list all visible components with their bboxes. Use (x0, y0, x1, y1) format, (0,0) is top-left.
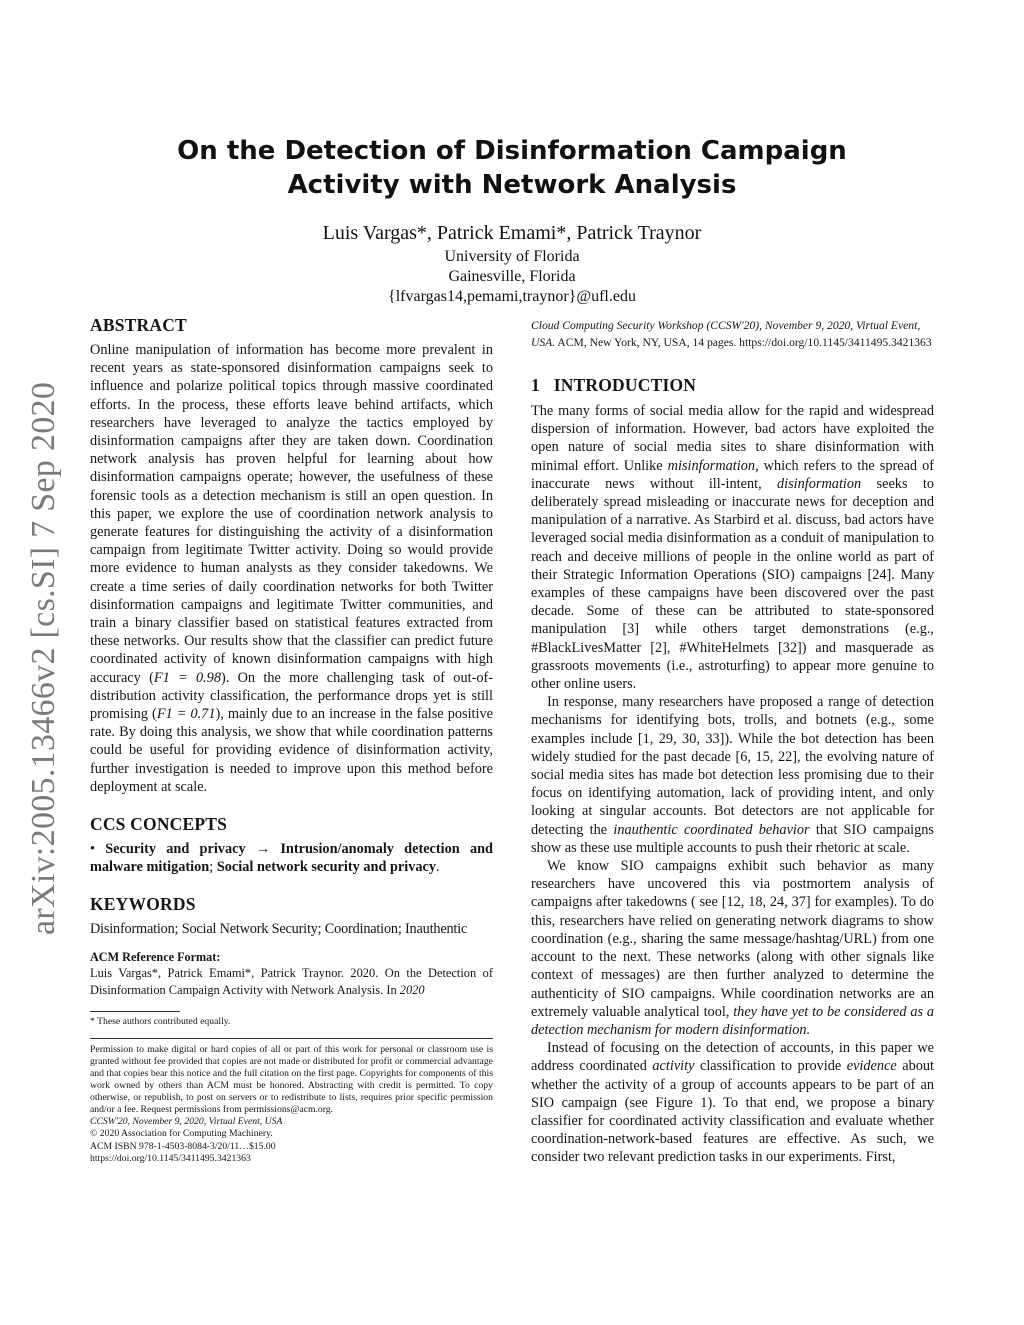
introduction-heading (531, 373, 934, 397)
f1-score-b: F1 = 0.71 (156, 706, 216, 723)
permission-doi: https://doi.org/10.1145/3411495.3421363 (90, 1152, 251, 1164)
title-line-1: On the Detection of Disinformation Campaign (177, 136, 847, 166)
permission-block (90, 1044, 493, 1165)
right-column (531, 313, 934, 1167)
keywords-text: Disinformation; Social Network Security; Coordination; Inauthentic (90, 921, 468, 938)
f1-score-a: F1 = 0.98 (153, 669, 221, 686)
intro-paragraph-3: We know SIO campaigns exhibit such behavior as many researchers have uncovered this via postmortem analysis of campaigns after takedowns ( see [12, 18, 24, 37] for examples). To do this, researchers have relied on generating network diagrams to show coordination (e.g., sharing the same message/hashtag/URL) from one account to the next. These networks (along with other signals like context of messages) are then further analyzed to determine the authenticity of SIO campaigns. While coordination networks are an extremely valuable analytical tool, they have yet to be considered as a detection mechanism for modern disinformation. (531, 858, 934, 1038)
intro-paragraph-2: In response, many researchers have proposed a range of detection mechanisms for identifying bots, trolls, and botnets (e.g., some examples include [1, 29, 30, 33]). While the bot detection has been widely studied for the past decade [6, 15, 22], the evolving nature of social media sites has made bot detection less promising due to their focus on identifying automation, lack of providing intent, and only looking at singular accounts. Bot detectors are not applicable for detecting the inauthentic coordinated behavior that SIO campaigns show as these use multiple accounts to push their rhetoric at scale. (531, 694, 934, 856)
ccs-concepts (90, 840, 493, 876)
title-line-2: Activity with Network Analysis (287, 170, 737, 200)
acm-reference-text: Luis Vargas*, Patrick Emami*, Patrick Traynor. 2020. On the Detection of Disinformation Campaign Activity with Network Analysis. In 2020 (90, 965, 493, 997)
ccs-heading: CCS CONCEPTS (90, 814, 228, 835)
permission-isbn: ACM ISBN 978-1-4503-8084-3/20/11…$15.00 (90, 1140, 276, 1152)
keywords-heading: KEYWORDS (90, 894, 196, 915)
arxiv-stamp: arXiv:2005.13466v2 [cs.SI] 7 Sep 2020 (25, 381, 62, 935)
section-number: 1 (531, 375, 540, 395)
section-title: INTRODUCTION (553, 375, 697, 395)
acm-reference-label: ACM Reference Format: (90, 949, 221, 964)
intro-paragraph-1: The many forms of social media allow for the rapid and widespread dispersion of information. However, bad actors have exploited the open nature of social media sites to share disinformation with minimal effort. Unlike misinformation, which refers to the spread of inaccurate news without ill-intent, disinformation seeks to deliberately spread misleading or inaccurate news for deception and manipulation of a narrative. As Starbird et al. discuss, bad actors have leveraged social media disinformation as a conduit of manipulation to reach and deceive millions of people in the online world as part of their Strategic Information Operations (SIO) campaigns [24]. Many examples of these campaigns have been discovered over the past decade. Some of these can be attributed to state-sponsored manipulation [3] while others target demonstrations (e.g., #BlackLivesMatter [2], #WhiteHelmets [32]) and masquerade as grassroots movements (i.e., astroturfing) to appear more genuine to other online users. (531, 403, 934, 693)
permission-venue: CCSW'20, November 9, 2020, Virtual Event, USA (90, 1116, 283, 1128)
footnote: * These authors contributed equally. (90, 1015, 231, 1027)
ccs-item: • Security and privacy → Intrusion/anomaly detection and malware mitigation; Social network security and privacy. (90, 841, 493, 876)
abstract-text: Online manipulation of information has become more prevalent in recent years as state-sponsored disinformation campaigns seek to influence and polarize political topics through massive coordinated efforts. In the process, these efforts leave behind artifacts, which researchers have leveraged to analyze the tactics employed by disinformation campaigns after they are taken down. Coordination network analysis has proven helpful for learning about how disinformation campaigns operate; however, the usefulness of these forensic tools as a detection mechanism is still an open question. In this paper, we explore the use of coordination network analysis to generate features for distinguishing the activity of a disinformation campaign from legitimate Twitter activity. Doing so would provide more evidence to human analysts as they consider takedowns. We create a time series of daily coordination networks for both Twitter disinformation campaigns and legitimate Twitter communities, and train a binary classifier based on statistical features extracted from these networks. Our results show that the classifier can predict future coordinated activity of known disinformation campaigns with high accuracy (F1 = 0.98). On the more challenging task of out-of-distribution activity classification, the performance drops yet is still promising (F1 = 0.71), mainly due to an increase in the false positive rate. By doing this analysis, we show that while coordination patterns could be useful for providing evidence of disinformation activity, further investigation is needed to improve upon this method before deployment at scale. (90, 342, 493, 795)
author-names: Luis Vargas*, Patrick Emami*, Patrick Traynor (322, 222, 702, 244)
permission-rule (90, 1038, 493, 1039)
permission-copyright: © 2020 Association for Computing Machinery. (90, 1128, 273, 1140)
acm-reference-continuation: Cloud Computing Security Workshop (CCSW'20), November 9, 2020, Virtual Event, USA. ACM, New York, NY, USA, 14 pages. https://doi.org/10.1145/3411495.3421363 (531, 319, 932, 349)
author-location: Gainesville, Florida (448, 268, 576, 285)
author-institution: University of Florida (444, 248, 580, 265)
permission-text: Permission to make digital or hard copies of all or part of this work for personal or classroom use is granted without fee provided that copies are not made or distributed for profit or commercial advantage and that copies bear this notice and the full citation on the first page. Copyrights for components of this work owned by others than ACM must be honored. Abstracting with credit is permitted. To copy otherwise, or republish, to post on servers or to redistribute to lists, requires prior specific permission and/or a fee. Request permissions from permissions@acm.org. (90, 1043, 493, 1116)
author-email: {lfvargas14,pemami,traynor}@ufl.edu (388, 288, 636, 305)
footnote-rule (90, 1011, 180, 1012)
left-column (90, 313, 493, 1165)
paper-title (150, 134, 874, 202)
authors-block (212, 219, 812, 307)
intro-paragraph-4: Instead of focusing on the detection of accounts, in this paper we address coordinated activity classification to provide evidence about whether the activity of a group of accounts appears to be part of an SIO campaign (see Figure 1). To that end, we propose a binary classifier for coordinated activity classification and evaluate whether coordination-network-based features are effective. As such, we consider two relevant prediction tasks in our experiments. First, (531, 1040, 935, 1166)
abstract-heading: ABSTRACT (90, 315, 187, 335)
